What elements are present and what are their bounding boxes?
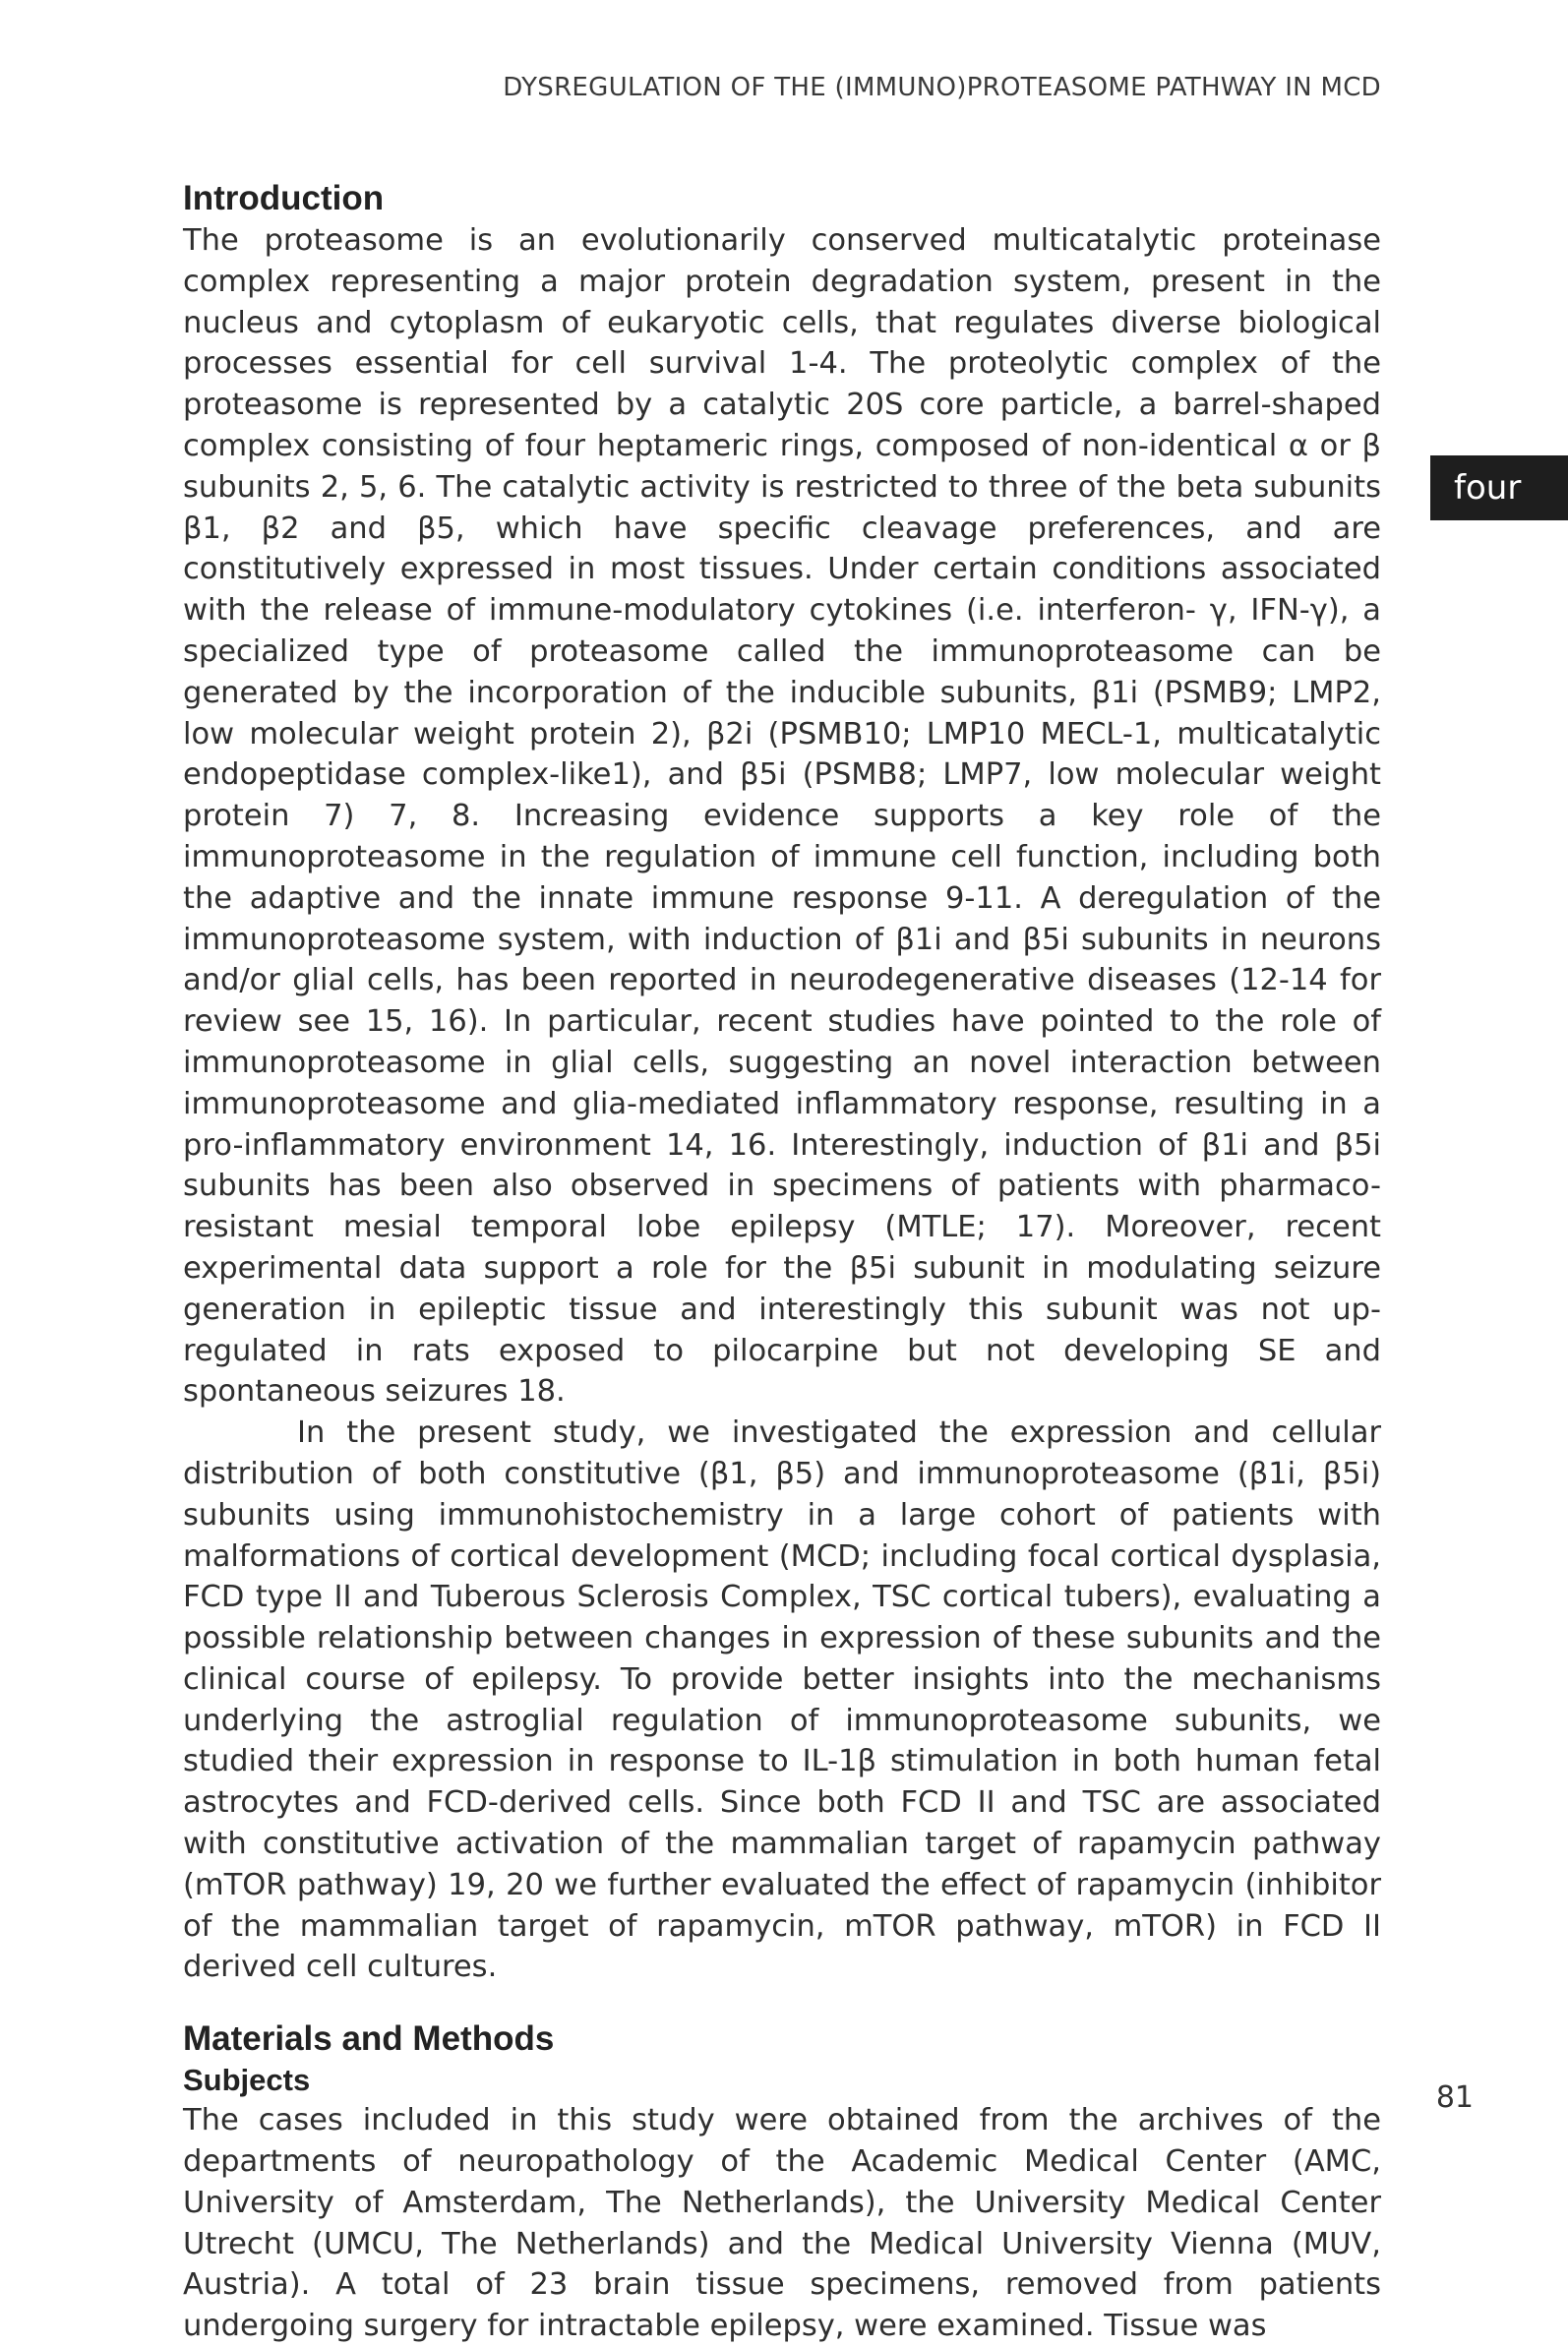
subjects-subheading: Subjects [183, 2063, 311, 2098]
subjects-paragraph-1: The cases included in this study were obtained from the archives of the departments of neuropathology of the Academic Medical Center (AMC, University of Amsterdam, The Netherlands), the University Medical Center Utrecht (UMCU, The Netherlands) and the Medical University Vienna (MUV, Austria). A total of 23 brain tissue specimens, removed from patients undergoing surgery for intractable epilepsy, were examined. Tissue was [183, 2103, 1381, 2344]
methods-heading: Materials and Methods [183, 2019, 555, 2059]
introduction-paragraph-1: The proteasome is an evolutionarily conserved multicatalytic proteinase complex representing a major protein degradation system, present in the nucleus and cytoplasm of eukaryotic cells, that regulates diverse biological processes essential for cell survival 1-4. The proteolytic complex of the proteasome is represented by a catalytic 20S core particle, a barrel-shaped complex consisting of four heptameric rings, composed of non-identical α or β subunits 2, 5, 6. The catalytic activity is restricted to three of the beta subunits β1, β2 and β5, which have specific cleavage preferences, and are constitutively expressed in most tissues. Under certain conditions associated with the release of immune-modulatory cytokines (i.e. interferon- γ, IFN-γ), a specialized type of proteasome called the immunoproteasome can be generated by the incorporation of the inducible subunits, β1i (PSMB9; LMP2, low molecular weight protein 2), β2i (PSMB10; LMP10 MECL-1, multicatalytic endopeptidase complex-like1), and β5i (PSMB8; LMP7, low molecular weight protein 7) 7, 8. Increasing evidence supports a key role of the immunoproteasome in the regulation of immune cell function, including both the adaptive and the innate immune response 9-11. A deregulation of the immunoproteasome system, with induction of β1i and β5i subunits in neurons and/or glial cells, has been reported in neurodegenerative diseases (12-14 for review see 15, 16). In particular, recent studies have pointed to the role of immunoproteasome in glial cells, suggesting an novel interaction between immunoproteasome and glia-mediated inflammatory response, resulting in a pro-inflammatory environment 14, 16. Interestingly, induction of β1i and β5i subunits has been also observed in specimens of patients with pharmaco-resistant mesial temporal lobe epilepsy (MTLE; 17). Moreover, recent experimental data support a role for the β5i subunit in modulating seizure generation in epileptic tissue and interestingly this subunit was not up-regulated in rats exposed to pilocarpine but not developing SE and spontaneous seizures 18. [183, 223, 1381, 1410]
chapter-tab: four [1430, 455, 1568, 520]
introduction-heading: Introduction [183, 179, 385, 217]
running-head: DYSREGULATION OF THE (IMMUNO)PROTEASOME PATHWAY IN MCD [503, 73, 1381, 102]
main-column [183, 177, 1381, 2347]
page-number: 81 [1435, 2080, 1474, 2115]
section-gap [183, 1988, 1381, 2017]
introduction-paragraph-2: In the present study, we investigated the expression and cellular distribution of both constitutive (β1, β5) and immunoproteasome (β1i, β5i) subunits using immunohistochemistry in a large cohort of patients with malformations of cortical development (MCD; including focal cortical dysplasia, FCD type II and Tuberous Sclerosis Complex, TSC cortical tubers), evaluating a possible relationship between changes in expression of these subunits and the clinical course of epilepsy. To provide better insights into the mechanisms underlying the astroglial regulation of immunoproteasome subunits, we studied their expression in response to IL-1β stimulation in both human fetal astrocytes and FCD-derived cells. Since both FCD II and TSC are associated with constitutive activation of the mammalian target of rapamycin pathway (mTOR pathway) 19, 20 we further evaluated the effect of rapamycin (inhibitor of the mammalian target of rapamycin, mTOR pathway, mTOR) in FCD II derived cell cultures. [183, 1415, 1381, 1985]
